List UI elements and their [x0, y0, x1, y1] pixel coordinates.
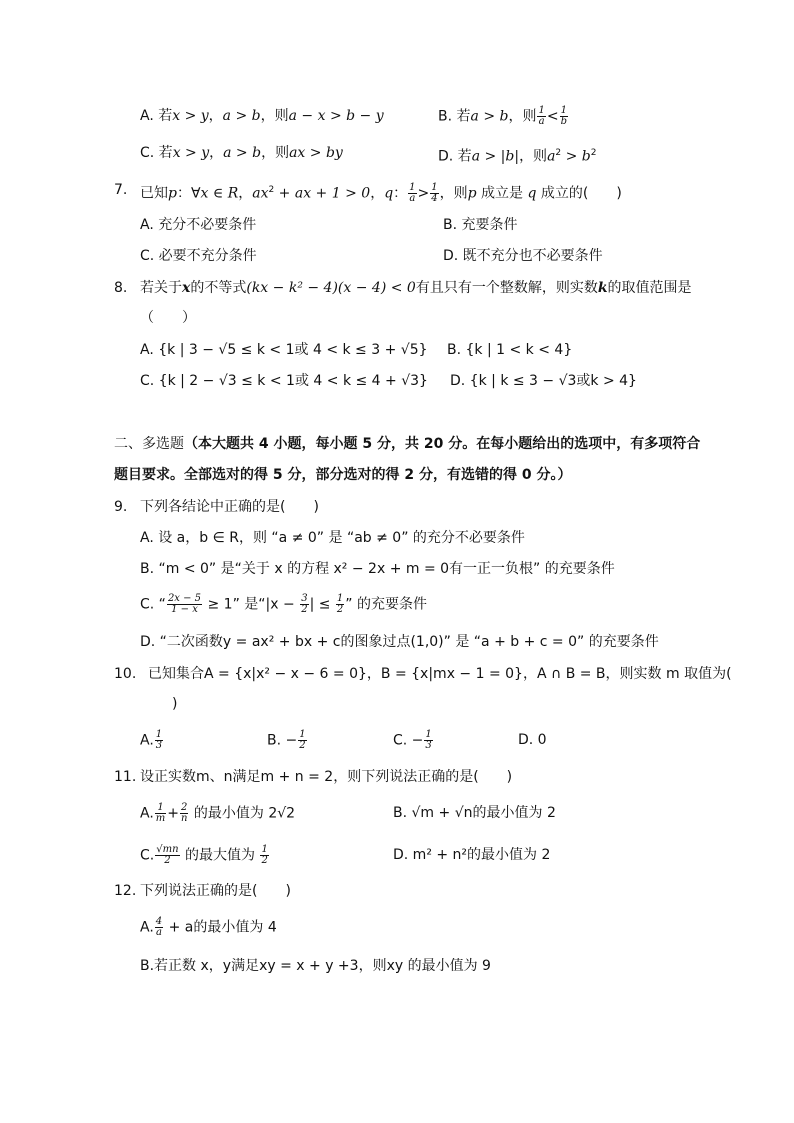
q7-option-d: D. 既不充分也不必要条件 — [443, 248, 603, 264]
q9-option-b: B. “m < 0” 是“关于 x 的方程 x² − 2x + m = 0有一正一负根” 的充要条件 — [140, 561, 615, 577]
fraction: $\frac{1}{b}$ — [560, 105, 567, 127]
q11-option-b: B. √m + √n的最小值为 2 — [393, 805, 556, 821]
q7-option-c: C. 必要不充分条件 — [140, 248, 257, 264]
q8-number: 8. — [114, 280, 128, 296]
q10-option-c: C. − $\frac{1}{3}$ — [393, 729, 432, 751]
q6-option-b: B. 若a > b，则 $\frac{1}{a}$ < $\frac{1}{b}$ — [438, 105, 567, 127]
fraction: $\frac{1}{3}$ — [425, 729, 432, 751]
fraction: $\frac{1}{2}$ — [299, 729, 306, 751]
q12-option-b: B.若正数 x，y满足xy = x + y +3，则xy 的最小值为 9 — [140, 958, 491, 974]
q8-option-c: C. {k | 2 − √3 ≤ k < 1或 4 < k ≤ 4 + √3} — [140, 373, 428, 389]
q6-option-c: C. 若x > y，a > b，则ax > by — [140, 145, 343, 161]
fraction: $\frac{1}{m}$ — [155, 802, 166, 824]
q12-stem: 下列说法正确的是( ) — [140, 883, 291, 899]
q9-number: 9. — [114, 499, 128, 515]
fraction: $\frac{4}{a}$ — [155, 916, 163, 938]
q9-option-d: D. “二次函数y = ax² + bx + c的图象过点(1,0)” 是 “a + b + c = 0” 的充要条件 — [140, 634, 659, 650]
q7-number: 7. — [114, 182, 128, 198]
q11-option-a: A. $\frac{1}{m}$ + $\frac{2}{n}$ 的最小值为 2√2 — [140, 802, 296, 824]
fraction: $\frac{3}{2}$ — [301, 593, 308, 615]
fraction: $\frac{1}{4}$ — [431, 182, 438, 205]
q12-number: 12. — [114, 883, 137, 899]
section-header-cont: 题目要求。全部选对的得 5 分，部分选对的得 2 分，有选错的得 0 分。） — [114, 467, 572, 483]
q9-option-a: A. 设 a，b ∈ R，则 “a ≠ 0” 是 “ab ≠ 0” 的充分不必要条件 — [140, 530, 525, 546]
q11-stem: 设正实数m、n满足m + n = 2，则下列说法正确的是( ) — [140, 769, 513, 785]
q11-option-d: D. m² + n²的最小值为 2 — [393, 847, 551, 863]
q7-stem: 已知p：∀x ∈ R，$ax^2$ + ax + 1 > 0，q： $\frac{1}{a}$ > $\frac{1}{4}$ ，则p 成立是 q 成立的( ) — [140, 182, 622, 205]
q10-option-b: B. − $\frac{1}{2}$ — [267, 729, 306, 751]
q9-option-c: C. “ $\frac{2x - 5}{1 - x}$ ≥ 1” 是“|x − $\frac{3}{2}$ | ≤ $\frac{1}{2}$ ” 的充要条件 — [140, 593, 427, 615]
q10-number: 10. — [114, 666, 137, 682]
fraction: $\frac{1}{2}$ — [336, 593, 344, 615]
q10-stem: 已知集合A = {x|x² − x − 6 = 0}，B = {x|mx − 1 = 0}，A ∩ B = B，则实数 m 取值为( — [148, 666, 732, 682]
q8-answer-paren: （ ） — [140, 310, 196, 326]
q8-option-a: A. {k | 3 − √5 ≤ k < 1或 4 < k ≤ 3 + √5} — [140, 342, 428, 358]
q6-option-d: D. 若a > |b|，则$a^2 > b^2$ — [438, 148, 597, 165]
q10-option-d: D. 0 — [518, 732, 547, 748]
q8-option-b: B. {k | 1 < k < 4} — [447, 342, 573, 358]
q8-option-d: D. {k | k ≤ 3 − √3或k > 4} — [450, 373, 637, 389]
q11-number: 11. — [114, 769, 137, 785]
fraction: $\frac{1}{a}$ — [538, 105, 545, 127]
q12-option-a: A. $\frac{4}{a}$ + a的最小值为 4 — [140, 916, 277, 938]
q8-stem: 若关于x的不等式(kx − k² − 4)(x − 4) < 0有且只有一个整数解，则实数k的取值范围是 — [140, 280, 692, 296]
q6-option-a: A. 若x > y，a > b，则a − x > b − y — [140, 108, 384, 124]
fraction: $\frac{1}{2}$ — [261, 844, 268, 866]
q9-stem: 下列各结论中正确的是( ) — [140, 499, 319, 515]
q7-option-a: A. 充分不必要条件 — [140, 217, 257, 233]
section-header: 二、多选题（本大题共 4 小题，每小题 5 分，共 20 分。在每小题给出的选项中，有多项符合 — [114, 436, 701, 452]
q10-stem-cont: ) — [172, 696, 178, 712]
q10-option-a: A. $\frac{1}{3}$ — [140, 729, 163, 751]
fraction: $\frac{2}{n}$ — [181, 802, 188, 824]
fraction: $\frac{1}{3}$ — [155, 729, 163, 751]
fraction: $\frac{√mn}{2}$ — [156, 844, 179, 866]
q11-option-c: C. $\frac{√mn}{2}$ 的最大值为 $\frac{1}{2}$ — [140, 844, 268, 866]
q7-option-b: B. 充要条件 — [443, 217, 518, 233]
fraction: $\frac{2x - 5}{1 - x}$ — [167, 593, 202, 615]
fraction: $\frac{1}{a}$ — [409, 182, 416, 205]
